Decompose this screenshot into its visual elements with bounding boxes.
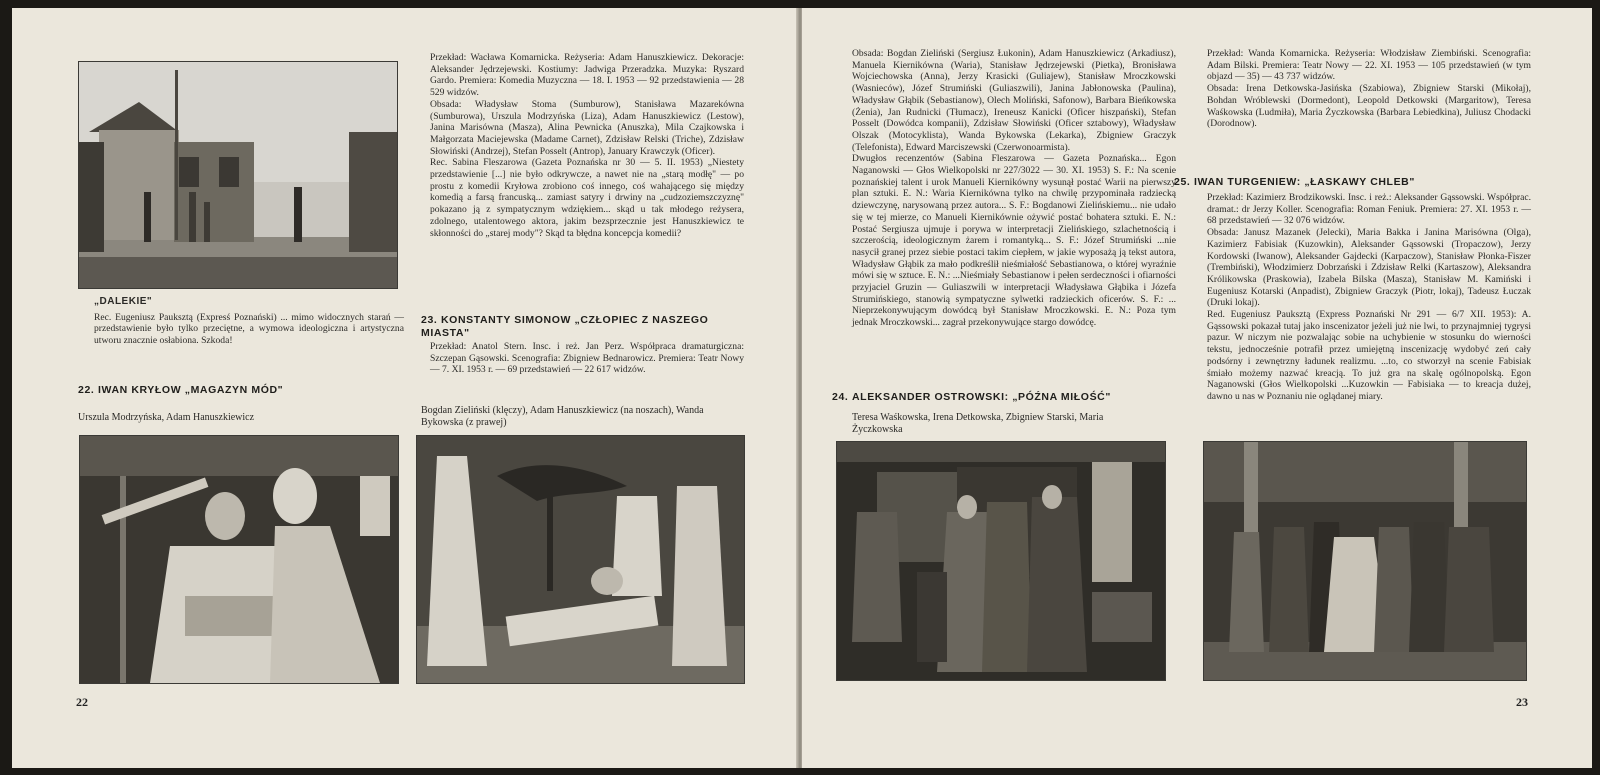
item-23-title: KONSTANTY SIMONOW „CZŁOPIEC Z NASZEGO MIASTA" — [421, 314, 709, 339]
photo-caption-left-page-left: Urszula Modrzyńska, Adam Hanuszkiewicz — [78, 412, 255, 423]
item-22-heading — [78, 384, 398, 396]
right-page-column-2 — [1207, 48, 1531, 130]
item-23-credits-block — [430, 341, 744, 376]
item-25-credits-block — [1207, 192, 1531, 403]
photo-laskawy-chleb — [1203, 441, 1527, 681]
item-25-title: IWAN TURGENIEW: „ŁASKAWY CHLEB" — [1194, 176, 1415, 188]
left-page — [12, 8, 798, 768]
photo-chlopiec-z-naszego-miasta — [416, 435, 745, 684]
right-page-column-1 — [852, 48, 1176, 329]
page-number-left: 22 — [76, 695, 88, 709]
item-22-number: 22. — [78, 384, 95, 396]
item-23-number: 23. — [421, 314, 438, 326]
left-page-column-2 — [430, 52, 744, 239]
item-24-title: ALEKSANDER OSTROWSKI: „PÓŹNA MIŁOŚĆ" — [852, 391, 1111, 403]
item-24-number: 24. — [832, 391, 849, 403]
photo-pozna-milosc — [836, 441, 1166, 681]
pozna-milosc-credits: Przekład: Wanda Komarnicka. Reżyseria: Włodzisław Ziembiński. Scenografia: Adam Bilski. Premiera: Teatr Nowy — 22. XI. 1953 — 105 przedstawień (w tym objazd — 35) — 43 737 widzów. Obsada: Irena Detkowska-Jasińska (Szabiowa), Zbigniew Starski (Mikołaj), Bohdan Wróblewski (Dormedont), Leopold Detkowski (Margaritow), Teresa Waśkowska (Ludmiła), Maria Życzkowska (Barbara Lebiedkina), Juliusz Chodacki (Dorodnow). — [1207, 48, 1531, 130]
photo-caption-pozna-milosc: Teresa Waśkowska, Irena Detkowska, Zbigniew Starski, Maria Życzkowska — [852, 412, 1104, 435]
item-23-credits: Przekład: Anatol Stern. Insc. i reż. Jan Perz. Współpraca dramaturgiczna: Szczepan Gąsowski. Scenografia: Zbigniew Bednarowicz. Premiera: Teatr Nowy — 7. XI. 1953 r. — 69 przedstawień — 22 617 widzów. — [430, 341, 744, 376]
dalekie-title: „DALEKIE" — [94, 296, 153, 307]
magazyn-mod-credits: Przekład: Wacława Komarnicka. Reżyseria: Adam Hanuszkiewicz. Dekoracje: Aleksander Jędrzejewski. Kostiumy: Jadwiga Przeradzka. Muzyka: Ryszard Gardo. Premiera: Komedia Muzyczna — 18. I. 1953 — 92 przedstawienia — 28 529 widzów. Obsada: Władysław Stoma (Sumburow), Stanisława Mazarekówna (Sumburowa), Urszula Modrzyńska (Liza), Adam Hanuszkiewicz (Lestow), Janina Marisówna (Masza), Alina Pewnicka (Anuszka), Mila Czajkowska i Małgorzata Maciejewska (Madame Carnet), Zdzisław Relski (Triche), Zdzisław Słowiński (Andrzej), Stefan Posselt (Antrop), January Krawczyk (Oficer). Rec. Sabina Fleszarowa (Gazeta Poznańska nr 30 — 5. II. 1953) „Niestety przedstawienie [...] nie było odkrywcze, a nawet nie na „starą modłę" — po prostu z komedii Kryłowa zrobiono coś innego, coś wahającego się między komedią a farsą francuską... zamiast satyry i drwiny na „cudzoziemszczyznę" pokazano ją z sympatycznym wdziękiem... skąd u tak młodego reżysera, zdolnego, utalentowego aktora, jakim bezsprzecznie jest Hanuszkiewicz te skłonności do „starej mody"? Skąd ta błędna koncepcja komedii? — [430, 52, 744, 239]
photo-dalekie-station — [78, 61, 398, 289]
page-number-right: 23 — [1516, 695, 1528, 709]
item-23-heading — [421, 314, 751, 340]
item-25-number: 25. — [1174, 176, 1191, 188]
item-22-title: IWAN KRYŁOW „MAGAZYN MÓD" — [98, 384, 284, 396]
dalekie-review: Rec. Eugeniusz Pauksztą (Expresś Poznański) ... mimo widocznych starań — przedstawienie było tylko przeciętne, a wymowa ideologiczna i artystyczna utworu znacznie osłabiona. Szkoda! — [94, 311, 404, 347]
dalekie-caption — [94, 296, 404, 347]
photo-caption-right-page-left: Bogdan Zieliński (klęczy), Adam Hanuszkiewicz (na noszach), Wanda Bykowska (z prawej) — [421, 405, 704, 428]
item-25-heading — [1174, 176, 1534, 188]
right-page — [802, 8, 1592, 768]
item-24-heading — [832, 391, 1172, 403]
item-25-credits: Przekład: Kazimierz Brodzikowski. Insc. i reż.: Aleksander Gąssowski. Współprac. dramat.: dr Jerzy Koller. Scenografia: Roman Feniuk. Premiera: 27. XI. 1953 r. — 68 przedstawień — 32 076 widzów. Obsada: Janusz Mazanek (Jelecki), Maria Bakka i Janina Marisówna (Olga), Kazimierz Fabisiak (Kuzowkin), Aleksander Gąssowski (Tropaczow), Jerzy Kordowski (Iwanow), Aleksander Gajdecki (Karpaczow), Stanisław Płonka-Fiszer (Trembiński), Włodzimierz Dobrzański i Zdzisław Relki (Kartaszow), Aleksandra Królikowska (Praskowia), Izabela Bilska (Masza), Stanisław M. Kamiński i Eugeniusz Kotarski (Anpadist), Zbigniew Graczyk (Piotr, lokaj), Tadeusz Łuczak (Druki lokaj). Red. Eugeniusz Pauksztą (Express Poznański Nr 291 — 6/7 XII. 1953): A. Gąssowski pokazał tutaj jako inscenizator jeżeli już nie lwi, to przynajmniej tygrysi pazur. W niczym nie pozwalając sobie na uchybienie w stosunku do wierności tekstu, jednocześnie potrafił przez umiejętną inscenizację wydobyć zeń cały podsórny i zewnętrzny ładunek realizmu. ...to, co stworzył na scenie Fabisiak śmiało możemy nazwać kreacją. To już gra na skalę ogólnopolską. Egon Naganowski (Głos Wielkopolski ...Kuzowkin — Fabisiaka — to kreacja dużej, dawno u nas w Poznaniu nie oglądanej miary. — [1207, 192, 1531, 402]
photo-magazyn-mod — [79, 435, 399, 684]
chlopiec-cast-and-reviews: Obsada: Bogdan Zieliński (Sergiusz Łukonin), Adam Hanuszkiewicz (Arkadiusz), Manuela Kiernikówna (Waria), Stanisław Jędrzejewski (Pietka), Bronisława Wojciechowska (Anna), Jerzy Krasicki (Guliajew), Stanisław Mroczkowski (Wasnieców), Józef Strumiński (Guliaszwili), Janina Jabłonowska (Paulina), Władysław Głąbik (Sebastianow), Olech Moliński, Safonow), Barbara Bieńkowska (Żenia), Jan Rudnicki (Tłumacz), Ireneusz Kanicki (Oficer hiszpański), Stefan Posselt (Dowódca kompanii), Zdzisław Słowiński (Oficer sztabowy), Władysław Olszak (Motocyklista), Wanda Bykowska (Lekarka), Zbigniew Graczyk (Telefonista), Edward Marciszewski (Czerwonoarmista). Dwugłos recenzentów (Sabina Fleszarowa — Gazeta Poznańska... Egon Naganowski — Głos Wielkopolski nr 227/3022 — 30. XI. 1953) S. F.: Na scenie poznańskiej talent i urok Manueli Kiernikówny wysunął postać Warii na pierwszy plan sztuki. E. N.: Waria Kiernikówna tylko na chwilę przypominała radziecką dziewczynę, narysowaną przez autora... S. F.: Bogdanowi Zielińskiemu... nie udało się w tej mierze, co Manueli Kiernikównie ożywić postać bohatera sztuki. E. N.: Postać Sergiusza ujmuje i porywa w interpretacji Zielińskiego, szlachetnością i szczerością, ideologicznym żarem i romantyką... S. F.: Józef Strumiński ...nie nasycił granej przez siebie postaci takim ciepłem, w jakie wyposażą ją tekst autora, Władysław Głąbik za mało podkreślił nieśmiałość Sebastianowa, o której wyraźnie mówi się w sztuce. E. N.: ...Nieśmiały Sebastianow i pełen serdeczności i ofiarności przyjaciel Gruzin — Guliaszwili w interpretacji Władysława Głąbika i Józefa Strumińskiego, stanowią sympatyczne sylwetki radzieckich oficerów. S. F.: ... Nieprzekonywującym dowódcą był Stanisław Mroczkowski. E. N.: Poza tym jednak Mroczkowski... zagrał przekonywujące stargo dowódcę. — [852, 48, 1176, 329]
